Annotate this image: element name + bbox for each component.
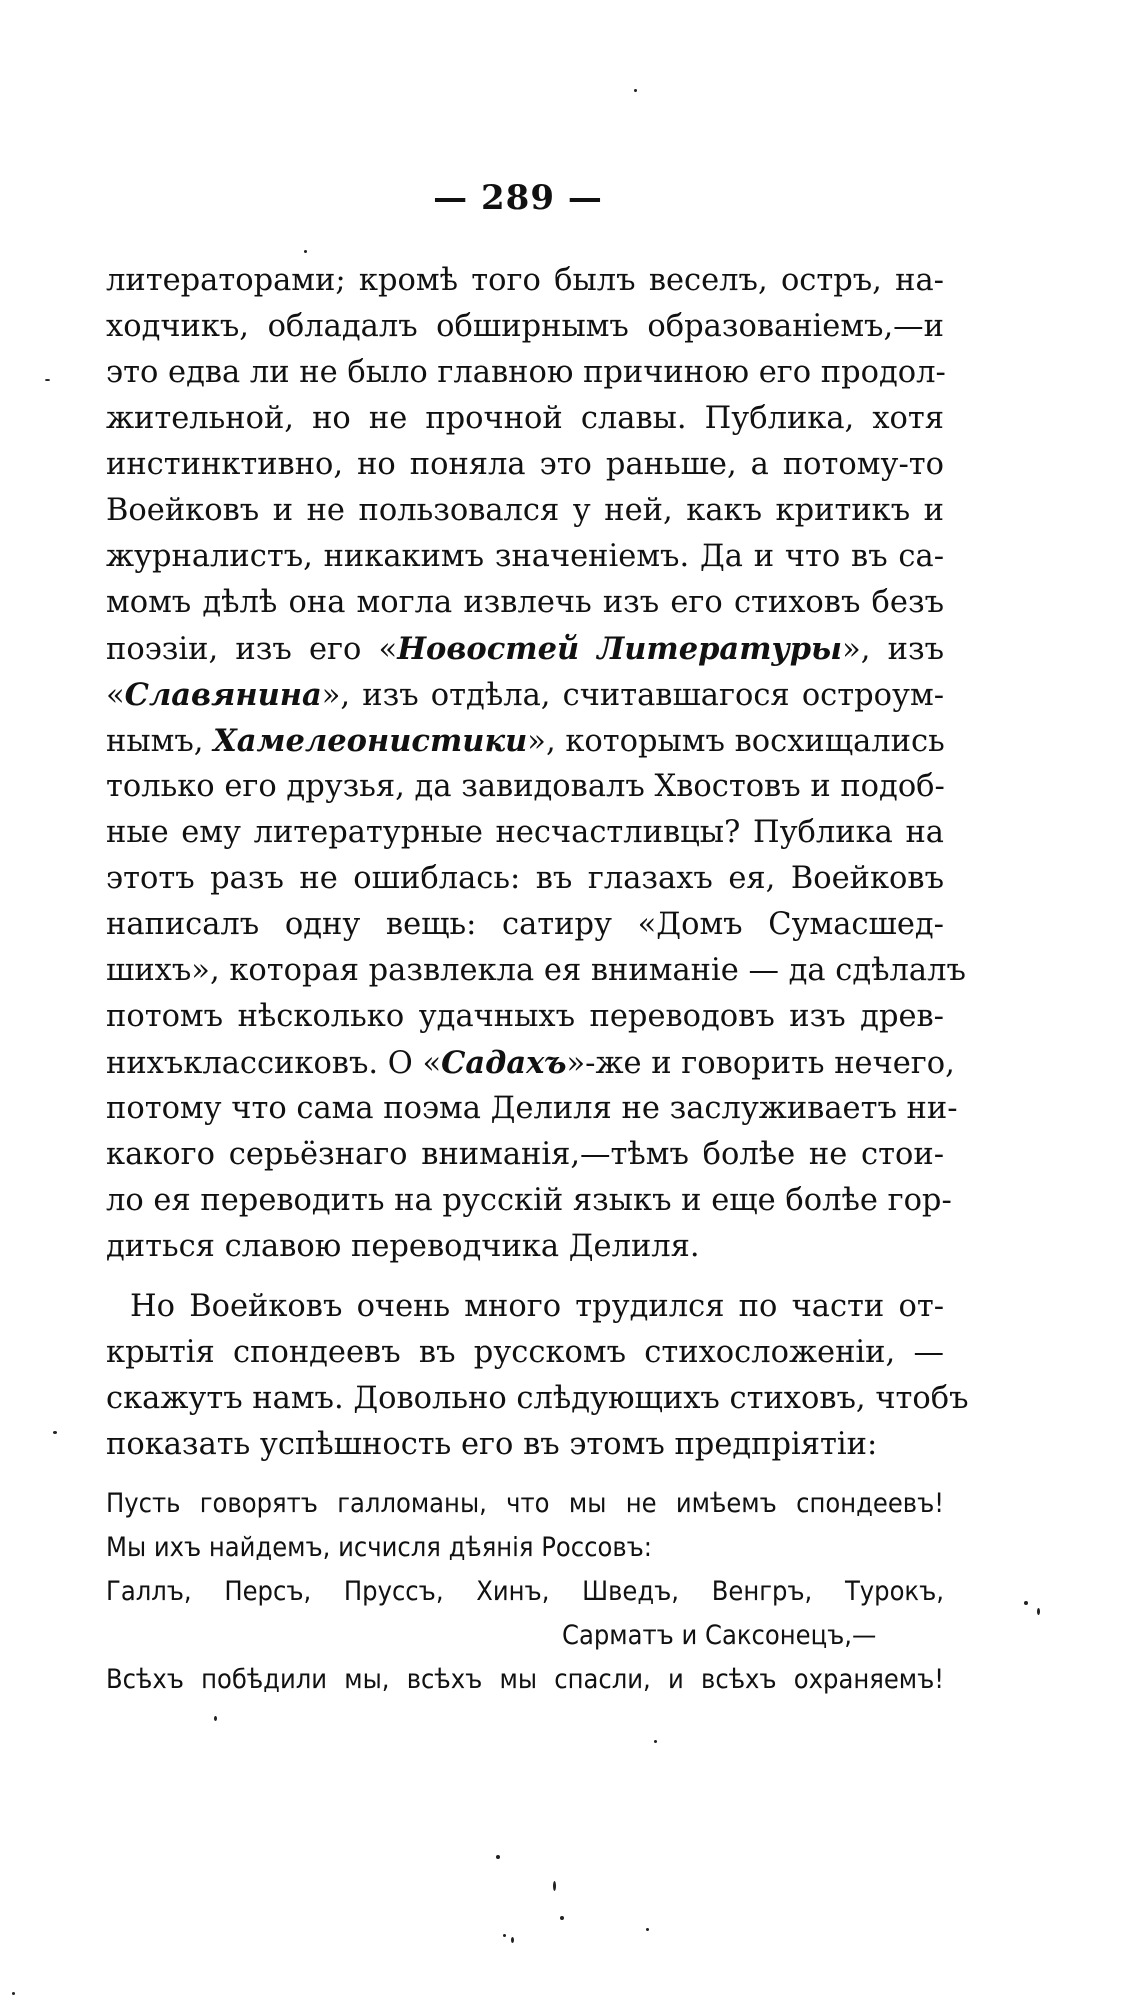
text-line: жительной, но не прочной славы. Публика, хотя [106, 401, 944, 436]
text-line-with-title [106, 1040, 955, 1086]
verse-line: Галлъ, Персъ, Пруссъ, Хинъ, Шведъ, Венгръ, Турокъ, [106, 1576, 944, 1607]
text-line: какого серьёзнаго вниманія,—тѣмъ болѣе не стои- [106, 1137, 944, 1172]
text-fragment: », изъ отдѣла, считавшагося остроум- [321, 678, 944, 713]
text-line: Воейковъ и не пользовался у ней, какъ критикъ и [106, 493, 944, 528]
italic-title-slavyanin: Славянина [124, 677, 322, 713]
text-fragment: поэзіи, изъ его « [106, 632, 398, 667]
body-text [106, 258, 969, 1702]
text-line: ло ея переводить на русскій языкъ и еще болѣе гор- [106, 1183, 952, 1218]
text-line: написалъ одну вещь: сатиру «Домъ Сумасшед- [106, 907, 944, 942]
print-speck [560, 1916, 564, 1920]
verse-quote [106, 1482, 944, 1702]
text-line: ходчикъ, обладалъ обширнымъ образованіемъ,—и [106, 309, 944, 344]
print-speck [511, 1937, 514, 1943]
text-line: инстинктивно, но поняла это раньше, а потому-то [106, 447, 944, 482]
print-speck [304, 250, 307, 253]
text-fragment: »-же и говорить нечего, [566, 1046, 955, 1081]
text-line: Но Воейковъ очень много трудился по части от- [130, 1289, 944, 1324]
verse-line: Всѣхъ побѣдили мы, всѣхъ мы спасли, и всѣхъ охраняемъ! [106, 1664, 944, 1695]
print-speck [654, 1740, 657, 1743]
text-fragment: нихъклассиковъ. О « [106, 1046, 442, 1081]
text-line-with-title [106, 672, 944, 718]
print-speck [496, 1855, 500, 1859]
print-speck [53, 1431, 57, 1434]
text-line: потому что сама поэма Делиля не заслуживаетъ ни- [106, 1091, 958, 1126]
verse-line: Пусть говорятъ галломаны, что мы не имѣемъ спондеевъ! [106, 1488, 944, 1519]
text-line: крытія спондеевъ въ русскомъ стихосложеніи, — [106, 1335, 944, 1370]
text-line: это едва ли не было главною причиною его продол- [106, 355, 946, 390]
print-speck [214, 1716, 217, 1721]
italic-title-khameleonistika: Хамелеонистики [213, 723, 528, 759]
text-line: диться славою переводчика Делиля. [106, 1229, 700, 1264]
print-speck [45, 379, 50, 381]
print-speck [634, 89, 637, 92]
text-line: ные ему литературные несчастливцы? Публика на [106, 815, 944, 850]
text-line: этотъ разъ не ошиблась: въ глазахъ ея, Воейковъ [106, 861, 944, 896]
text-line: шихъ», которая развлекла ея вниманіе — да сдѣлалъ [106, 953, 966, 988]
text-line-with-title [106, 626, 944, 672]
print-speck [1024, 1601, 1028, 1605]
text-fragment: « [106, 678, 125, 713]
text-line: скажутъ намъ. Довольно слѣдующихъ стиховъ, чтобъ [106, 1381, 969, 1416]
print-speck [503, 1934, 506, 1937]
text-fragment: », изъ [842, 632, 944, 667]
italic-title-sady: Садахъ [441, 1045, 567, 1081]
text-line: литераторами; кромѣ того былъ веселъ, остръ, на- [106, 263, 944, 298]
text-line: потомъ нѣсколько удачныхъ переводовъ изъ древ- [106, 999, 944, 1034]
text-line-with-title [106, 718, 944, 764]
page-number: — 289 — [433, 178, 603, 218]
print-speck [553, 1881, 556, 1891]
print-speck [12, 1992, 15, 1995]
text-fragment: », которымъ восхищались [527, 724, 945, 759]
text-fragment: нымъ, [106, 724, 214, 759]
text-line: момъ дѣлѣ она могла извлечь изъ его стиховъ безъ [106, 585, 944, 620]
verse-line: Сарматъ и Саксонецъ,— [562, 1620, 877, 1651]
text-line: журналистъ, никакимъ значеніемъ. Да и что въ са- [106, 539, 944, 574]
text-line: только его друзья, да завидовалъ Хвостовъ и подоб- [106, 769, 945, 804]
italic-title-novosti: Новостей Литературы [397, 631, 843, 667]
text-line: показать успѣшность его въ этомъ предпріятіи: [106, 1427, 878, 1462]
print-speck [1037, 1608, 1040, 1615]
paragraph-gap [106, 1270, 944, 1284]
print-speck [646, 1928, 649, 1931]
verse-line: Мы ихъ найдемъ, исчисля дѣянія Россовъ: [106, 1532, 652, 1563]
